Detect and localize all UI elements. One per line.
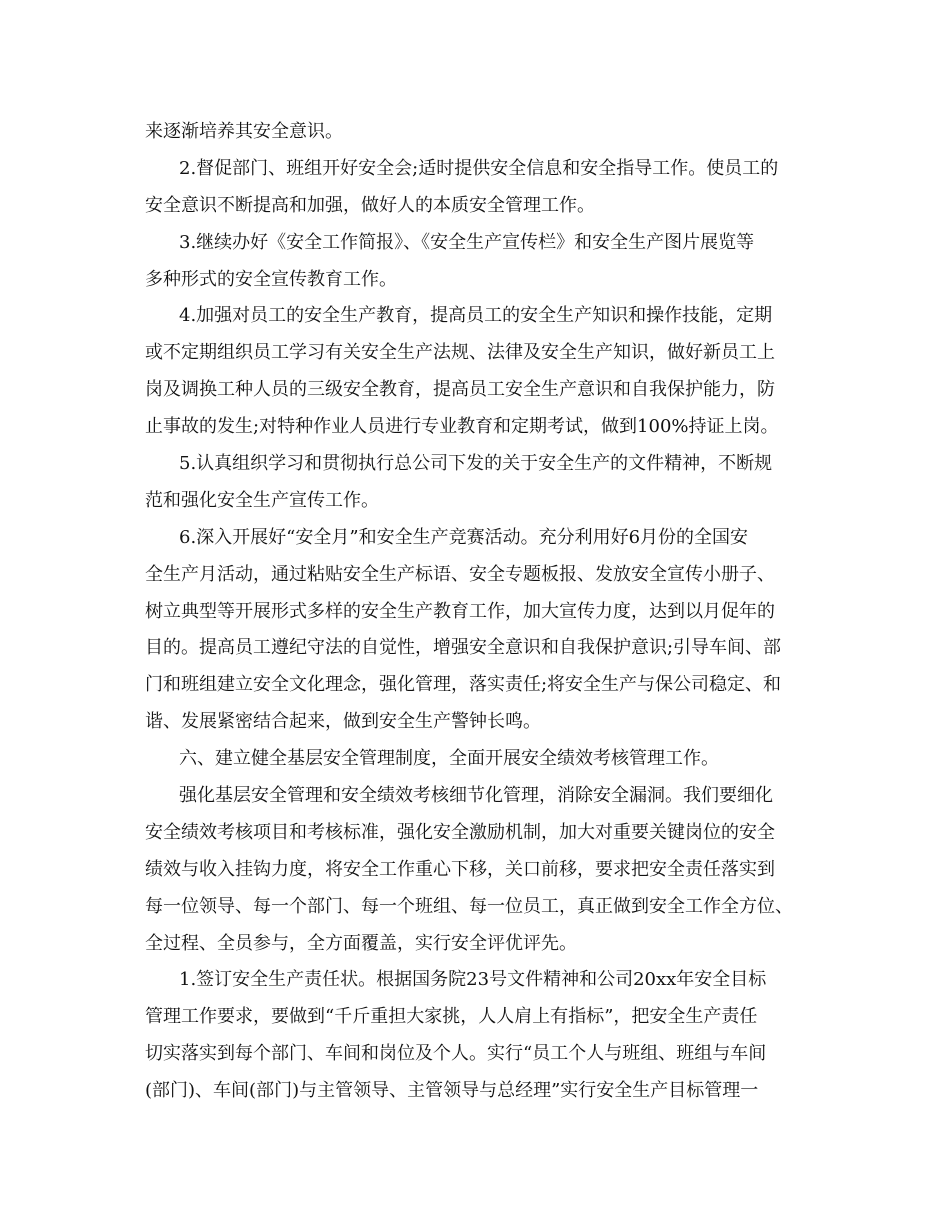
text-line: 岗及调换工种人员的三级安全教育，提高员工安全生产意识和自我保护能力，防 bbox=[145, 379, 775, 401]
text-line: 门和班组建立安全文化理念，强化管理，落实责任;将安全生产与保公司稳定、和 bbox=[145, 674, 782, 696]
text-line: 或不定期组织员工学习有关安全生产法规、法律及安全生产知识，做好新员工上 bbox=[145, 342, 775, 364]
text-line: 来逐渐培养其安全意识。 bbox=[145, 121, 343, 142]
text-line: 切实落实到每个部门、车间和岗位及个人。实行“员工个人与班组、班组与车间 bbox=[145, 1043, 767, 1065]
text-line: 强化基层安全管理和安全绩效考核细节化管理，消除安全漏洞。我们要细化 bbox=[179, 785, 773, 807]
text-line: 1.签订安全生产责任状。根据国务院23号文件精神和公司20xx年安全目标 bbox=[179, 969, 767, 991]
text-line: 绩效与收入挂钩力度，将安全工作重心下移，关口前移，要求把安全责任落实到 bbox=[145, 858, 775, 880]
text-line: 6.深入开展好“安全月”和安全生产竞赛活动。充分利用好6月份的全国安 bbox=[179, 526, 749, 548]
text-line: 5.认真组织学习和贯彻执行总公司下发的关于安全生产的文件精神，不断规 bbox=[179, 453, 773, 475]
text-line: (部门)、车间(部门)与主管领导、主管领导与总经理”实行安全生产目标管理一 bbox=[145, 1080, 759, 1102]
text-line: 每一位领导、每一个部门、每一个班组、每一位员工，真正做到安全工作全方位、 bbox=[145, 895, 793, 917]
text-line: 多种形式的安全宣传教育工作。 bbox=[145, 268, 397, 290]
text-line: 全生产月活动，通过粘贴安全生产标语、安全专题板报、发放安全宣传小册子、 bbox=[145, 563, 775, 585]
text-line: 3.继续办好《安全工作简报》、《安全生产宣传栏》和安全生产图片展览等 bbox=[179, 231, 755, 253]
section-heading: 六、建立健全基层安全管理制度，全面开展安全绩效考核管理工作。 bbox=[179, 748, 719, 770]
text-line: 管理工作要求，要做到“千斤重担大家挑，人人肩上有指标”，把安全生产责任 bbox=[145, 1006, 758, 1028]
text-line: 树立典型等开展形式多样的安全生产教育工作，加大宣传力度，达到以月促年的 bbox=[145, 600, 775, 622]
text-line: 谐、发展紧密结合起来，做到安全生产警钟长鸣。 bbox=[145, 711, 541, 733]
text-line: 4.加强对员工的安全生产教育，提高员工的安全生产知识和操作技能，定期 bbox=[179, 305, 773, 327]
text-line: 止事故的发生;对特种作业人员进行专业教育和定期考试，做到100%持证上岗。 bbox=[145, 416, 779, 438]
text-line: 2.督促部门、班组开好安全会;适时提供安全信息和安全指导工作。使员工的 bbox=[179, 157, 779, 179]
text-line: 目的。提高员工遵纪守法的自觉性，增强安全意识和自我保护意识;引导车间、部 bbox=[145, 637, 782, 659]
text-line: 全过程、全员参与，全方面覆盖，实行安全评优评先。 bbox=[145, 932, 577, 954]
document-body bbox=[145, 114, 810, 1110]
text-line: 安全绩效考核项目和考核标准，强化安全激励机制，加大对重要关键岗位的安全 bbox=[145, 821, 775, 843]
text-line: 安全意识不断提高和加强，做好人的本质安全管理工作。 bbox=[145, 194, 595, 216]
text-line: 范和强化安全生产宣传工作。 bbox=[145, 489, 379, 511]
